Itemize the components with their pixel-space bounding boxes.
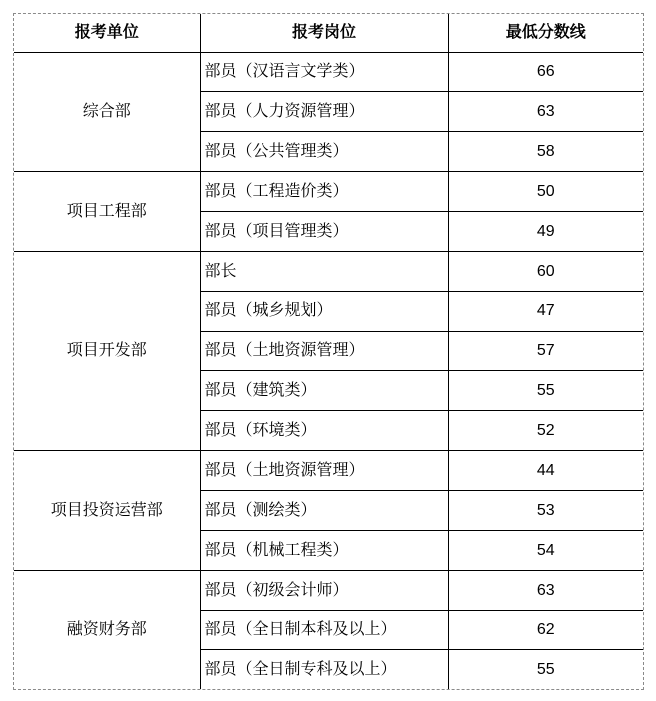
- score-cell: 49: [448, 211, 643, 251]
- score-cell: 63: [448, 92, 643, 132]
- score-table: [14, 14, 643, 689]
- position-cell: 部员（项目管理类）: [200, 211, 448, 251]
- unit-cell: 项目开发部: [14, 251, 200, 450]
- score-cell: 55: [448, 650, 643, 689]
- position-cell: 部员（人力资源管理）: [200, 92, 448, 132]
- position-cell: 部员（建筑类）: [200, 371, 448, 411]
- position-cell: 部员（土地资源管理）: [200, 331, 448, 371]
- position-cell: 部员（初级会计师）: [200, 570, 448, 610]
- score-cell: 53: [448, 490, 643, 530]
- unit-cell: 融资财务部: [14, 570, 200, 689]
- score-cell: 57: [448, 331, 643, 371]
- table-frame: [13, 13, 644, 690]
- position-cell: 部员（土地资源管理）: [200, 451, 448, 491]
- score-cell: 58: [448, 132, 643, 172]
- position-cell: 部员（工程造价类）: [200, 172, 448, 212]
- header-score: 最低分数线: [448, 14, 643, 52]
- position-cell: 部员（全日制专科及以上）: [200, 650, 448, 689]
- score-cell: 66: [448, 52, 643, 92]
- unit-cell: 项目工程部: [14, 172, 200, 252]
- score-cell: 62: [448, 610, 643, 650]
- position-cell: 部员（汉语言文学类）: [200, 52, 448, 92]
- table-row: [14, 451, 643, 491]
- score-cell: 55: [448, 371, 643, 411]
- position-cell: 部员（测绘类）: [200, 490, 448, 530]
- position-cell: 部员（机械工程类）: [200, 530, 448, 570]
- score-cell: 50: [448, 172, 643, 212]
- score-cell: 44: [448, 451, 643, 491]
- position-cell: 部长: [200, 251, 448, 291]
- table-row: [14, 52, 643, 92]
- position-cell: 部员（环境类）: [200, 411, 448, 451]
- header-unit: 报考单位: [14, 14, 200, 52]
- unit-cell: 综合部: [14, 52, 200, 172]
- position-cell: 部员（全日制本科及以上）: [200, 610, 448, 650]
- table-row: [14, 570, 643, 610]
- score-cell: 52: [448, 411, 643, 451]
- table-row: [14, 251, 643, 291]
- table-row: [14, 172, 643, 212]
- score-cell: 54: [448, 530, 643, 570]
- score-cell: 63: [448, 570, 643, 610]
- unit-cell: 项目投资运营部: [14, 451, 200, 571]
- score-cell: 60: [448, 251, 643, 291]
- header-position: 报考岗位: [200, 14, 448, 52]
- position-cell: 部员（城乡规划）: [200, 291, 448, 331]
- header-row: [14, 14, 643, 52]
- position-cell: 部员（公共管理类）: [200, 132, 448, 172]
- score-cell: 47: [448, 291, 643, 331]
